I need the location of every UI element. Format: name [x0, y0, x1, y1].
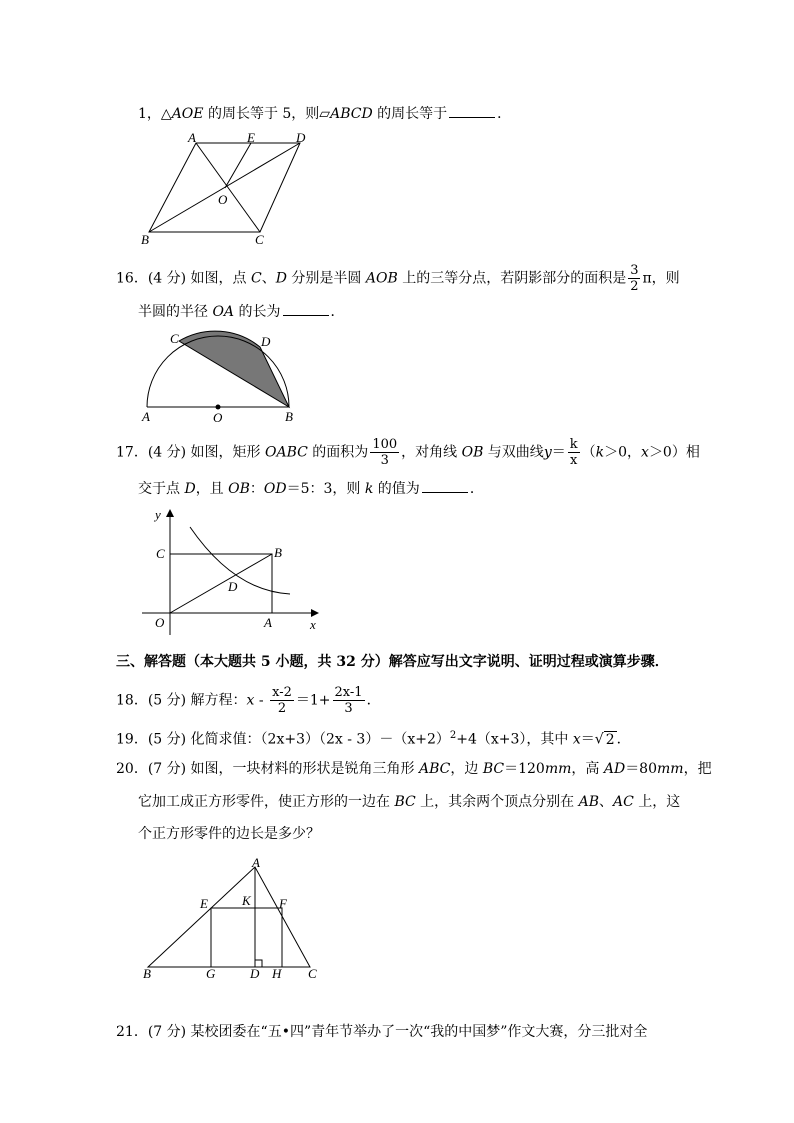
- label-A: A: [264, 615, 272, 630]
- label-G: G: [206, 966, 216, 981]
- q17-od: OD: [263, 481, 287, 497]
- q17-y: y: [543, 444, 552, 461]
- q20-ac: AC: [613, 794, 634, 810]
- q19-text: [116, 726, 631, 750]
- q20-bc2: BC: [394, 794, 416, 810]
- label-K: K: [242, 893, 251, 908]
- q20-part: 上，这: [633, 794, 681, 810]
- q17-ob2: OB: [228, 481, 250, 497]
- q20-bc: BC: [482, 761, 505, 777]
- q18-text: [116, 685, 381, 716]
- label-B: B: [143, 966, 151, 981]
- label-F: F: [279, 896, 287, 911]
- q20-part: 上，其余两个顶点分别在: [415, 794, 579, 810]
- q17-part: ：: [249, 481, 264, 497]
- label-B: B: [285, 409, 293, 424]
- q15-parallelogram-figure: [140, 132, 315, 251]
- q17-part: ＞0）相: [648, 444, 700, 461]
- q19-part: +4（x+3），其中: [456, 731, 573, 748]
- q20-triangle-square-figure: [138, 852, 328, 986]
- q15-part: 1，△: [138, 106, 172, 122]
- q20-part: ，高: [571, 761, 604, 777]
- q16-line2: [138, 301, 345, 322]
- label-D: D: [261, 334, 271, 349]
- q20-part: 20．(7 分) 如图，一块材料的形状是锐角三角形: [116, 761, 419, 777]
- label-y: y: [155, 507, 161, 522]
- q18-fraction2: [333, 685, 365, 716]
- q18-fraction1: [270, 685, 294, 716]
- q16-part: 、: [261, 270, 276, 287]
- q20-ab: AB: [578, 794, 600, 810]
- q15-part: 的周长等于: [372, 106, 448, 122]
- q16-line1: [116, 263, 680, 294]
- label-D: D: [250, 966, 260, 981]
- q20-part: ＝120: [504, 761, 545, 777]
- q20-line3: 个正方形零件的边长是多少？: [138, 826, 320, 842]
- label-C: C: [255, 232, 264, 247]
- q16-part: 的长为: [234, 304, 281, 320]
- q20-part: 、: [599, 794, 614, 810]
- q17-part: ＝: [551, 444, 566, 461]
- q17-area-fraction: [370, 437, 399, 468]
- q15-part: 的周长等于 5，则▱: [203, 106, 331, 122]
- answer-blank: [449, 103, 495, 118]
- label-O: O: [213, 410, 223, 425]
- q16-part: 半圆的半径: [138, 304, 213, 320]
- q15-aoe: AOE: [171, 106, 204, 122]
- q17-line1: [116, 437, 700, 468]
- q19-part: 19．(5 分) 化简求值：: [116, 731, 261, 748]
- q16-semicircle-figure: [138, 330, 303, 429]
- q19-end: ．: [616, 731, 631, 748]
- q20-mm: mm: [657, 761, 684, 777]
- q16-part: 上的三等分点，若阴影部分的面积是: [397, 270, 627, 287]
- q17-rectangle-hyperbola-figure: [140, 505, 325, 639]
- q19-radicand: 2: [605, 731, 615, 748]
- q16-aob: AOB: [365, 270, 398, 287]
- q19-sup: 2: [449, 730, 457, 741]
- q17-d: D: [184, 481, 196, 497]
- q16-fraction: [628, 263, 640, 294]
- q16-c: C: [251, 270, 262, 287]
- q16-oa: OA: [212, 304, 235, 320]
- q17-part: ，且: [195, 481, 229, 497]
- label-x: x: [310, 617, 316, 632]
- q17-part: （: [581, 444, 596, 461]
- answer-blank: [422, 478, 468, 493]
- q19-x: x: [572, 731, 581, 748]
- q16-part: 16．(4 分) 如图，点: [116, 270, 251, 287]
- q20-part: 它加工成正方形零件，使正方形的一边在: [138, 794, 395, 810]
- q17-part: ＝5：3，则: [286, 481, 365, 497]
- q20-mm: mm: [544, 761, 572, 777]
- q18-part: ＝1+: [295, 692, 331, 709]
- frac-num: 3: [630, 263, 639, 278]
- q20-part: ＝80: [625, 761, 658, 777]
- q17-x: x: [641, 444, 649, 461]
- label-A: A: [188, 132, 196, 145]
- answer-blank: [283, 301, 329, 316]
- label-C: C: [170, 331, 179, 346]
- q15-text: [138, 103, 511, 124]
- q20-line1: [116, 759, 712, 779]
- label-O: O: [218, 192, 228, 207]
- q17-part: 与双曲线: [483, 444, 544, 461]
- frac-num: 2x-1: [334, 685, 363, 700]
- q19-radical: √: [594, 731, 604, 748]
- q16-d: D: [275, 270, 287, 287]
- q17-oabc: OABC: [265, 444, 308, 461]
- q18-x: x: [246, 692, 255, 709]
- q17-ob: OB: [461, 444, 484, 461]
- q20-line2: [138, 792, 680, 812]
- q21-text: 21．(7 分) 某校团委在“五•四”青年节举办了一次“我的中国梦”作文大赛，分三批对全: [116, 1024, 648, 1040]
- label-A: A: [142, 409, 150, 424]
- q17-k-fraction: [568, 437, 580, 468]
- q20-abc: ABC: [419, 761, 451, 777]
- frac-num: x-2: [272, 685, 292, 700]
- q17-k: k: [595, 444, 605, 461]
- q16-part: 分别是半圆: [286, 270, 366, 287]
- label-C: C: [308, 966, 317, 981]
- frac-num: k: [569, 437, 578, 452]
- q20-ad: AD: [603, 761, 626, 777]
- q17-part: ，对角线: [401, 444, 462, 461]
- q18-part: 18．(5 分) 解方程：: [116, 692, 247, 709]
- frac-num: 100: [372, 437, 398, 452]
- label-B: B: [274, 545, 282, 560]
- q17-k2: k: [364, 481, 374, 497]
- label-D: D: [296, 132, 306, 145]
- label-B: B: [141, 232, 149, 247]
- q18-end: ．: [366, 692, 381, 709]
- q17-part: 交于点: [138, 481, 185, 497]
- q19-expr: （2x+3）（2x - 3）－（x+2）: [260, 731, 450, 748]
- label-E: E: [200, 896, 208, 911]
- label-A: A: [252, 855, 260, 870]
- frac-den: x: [570, 453, 578, 468]
- q17-part: 的面积为: [307, 444, 369, 461]
- frac-den: 2: [630, 279, 639, 294]
- q20-part: ，把: [683, 761, 712, 777]
- label-D: D: [228, 579, 238, 594]
- q18-part: -: [254, 692, 269, 709]
- q17-line2: [138, 478, 484, 499]
- q15-abcd: ABCD: [330, 106, 373, 122]
- q15-end: ．: [497, 106, 512, 122]
- q17-part: ＞0，: [604, 444, 642, 461]
- q17-part: 17．(4 分) 如图，矩形: [116, 444, 265, 461]
- q20-part: ，边: [450, 761, 483, 777]
- q19-part: ＝: [580, 731, 595, 748]
- frac-den: 2: [277, 701, 287, 716]
- q16-end: ．: [330, 304, 345, 320]
- frac-den: 3: [380, 453, 389, 468]
- q17-part: 的值为: [373, 481, 420, 497]
- label-C: C: [156, 546, 165, 561]
- label-H: H: [272, 966, 282, 981]
- label-O: O: [155, 615, 165, 630]
- frac-den: 3: [344, 701, 353, 716]
- q16-part: π，则: [642, 270, 680, 287]
- q17-end: ．: [469, 481, 484, 497]
- label-E: E: [247, 132, 255, 145]
- section-3-heading: 三、解答题（本大题共 5 小题，共 32 分）解答应写出文字说明、证明过程或演算步骤．: [116, 654, 669, 670]
